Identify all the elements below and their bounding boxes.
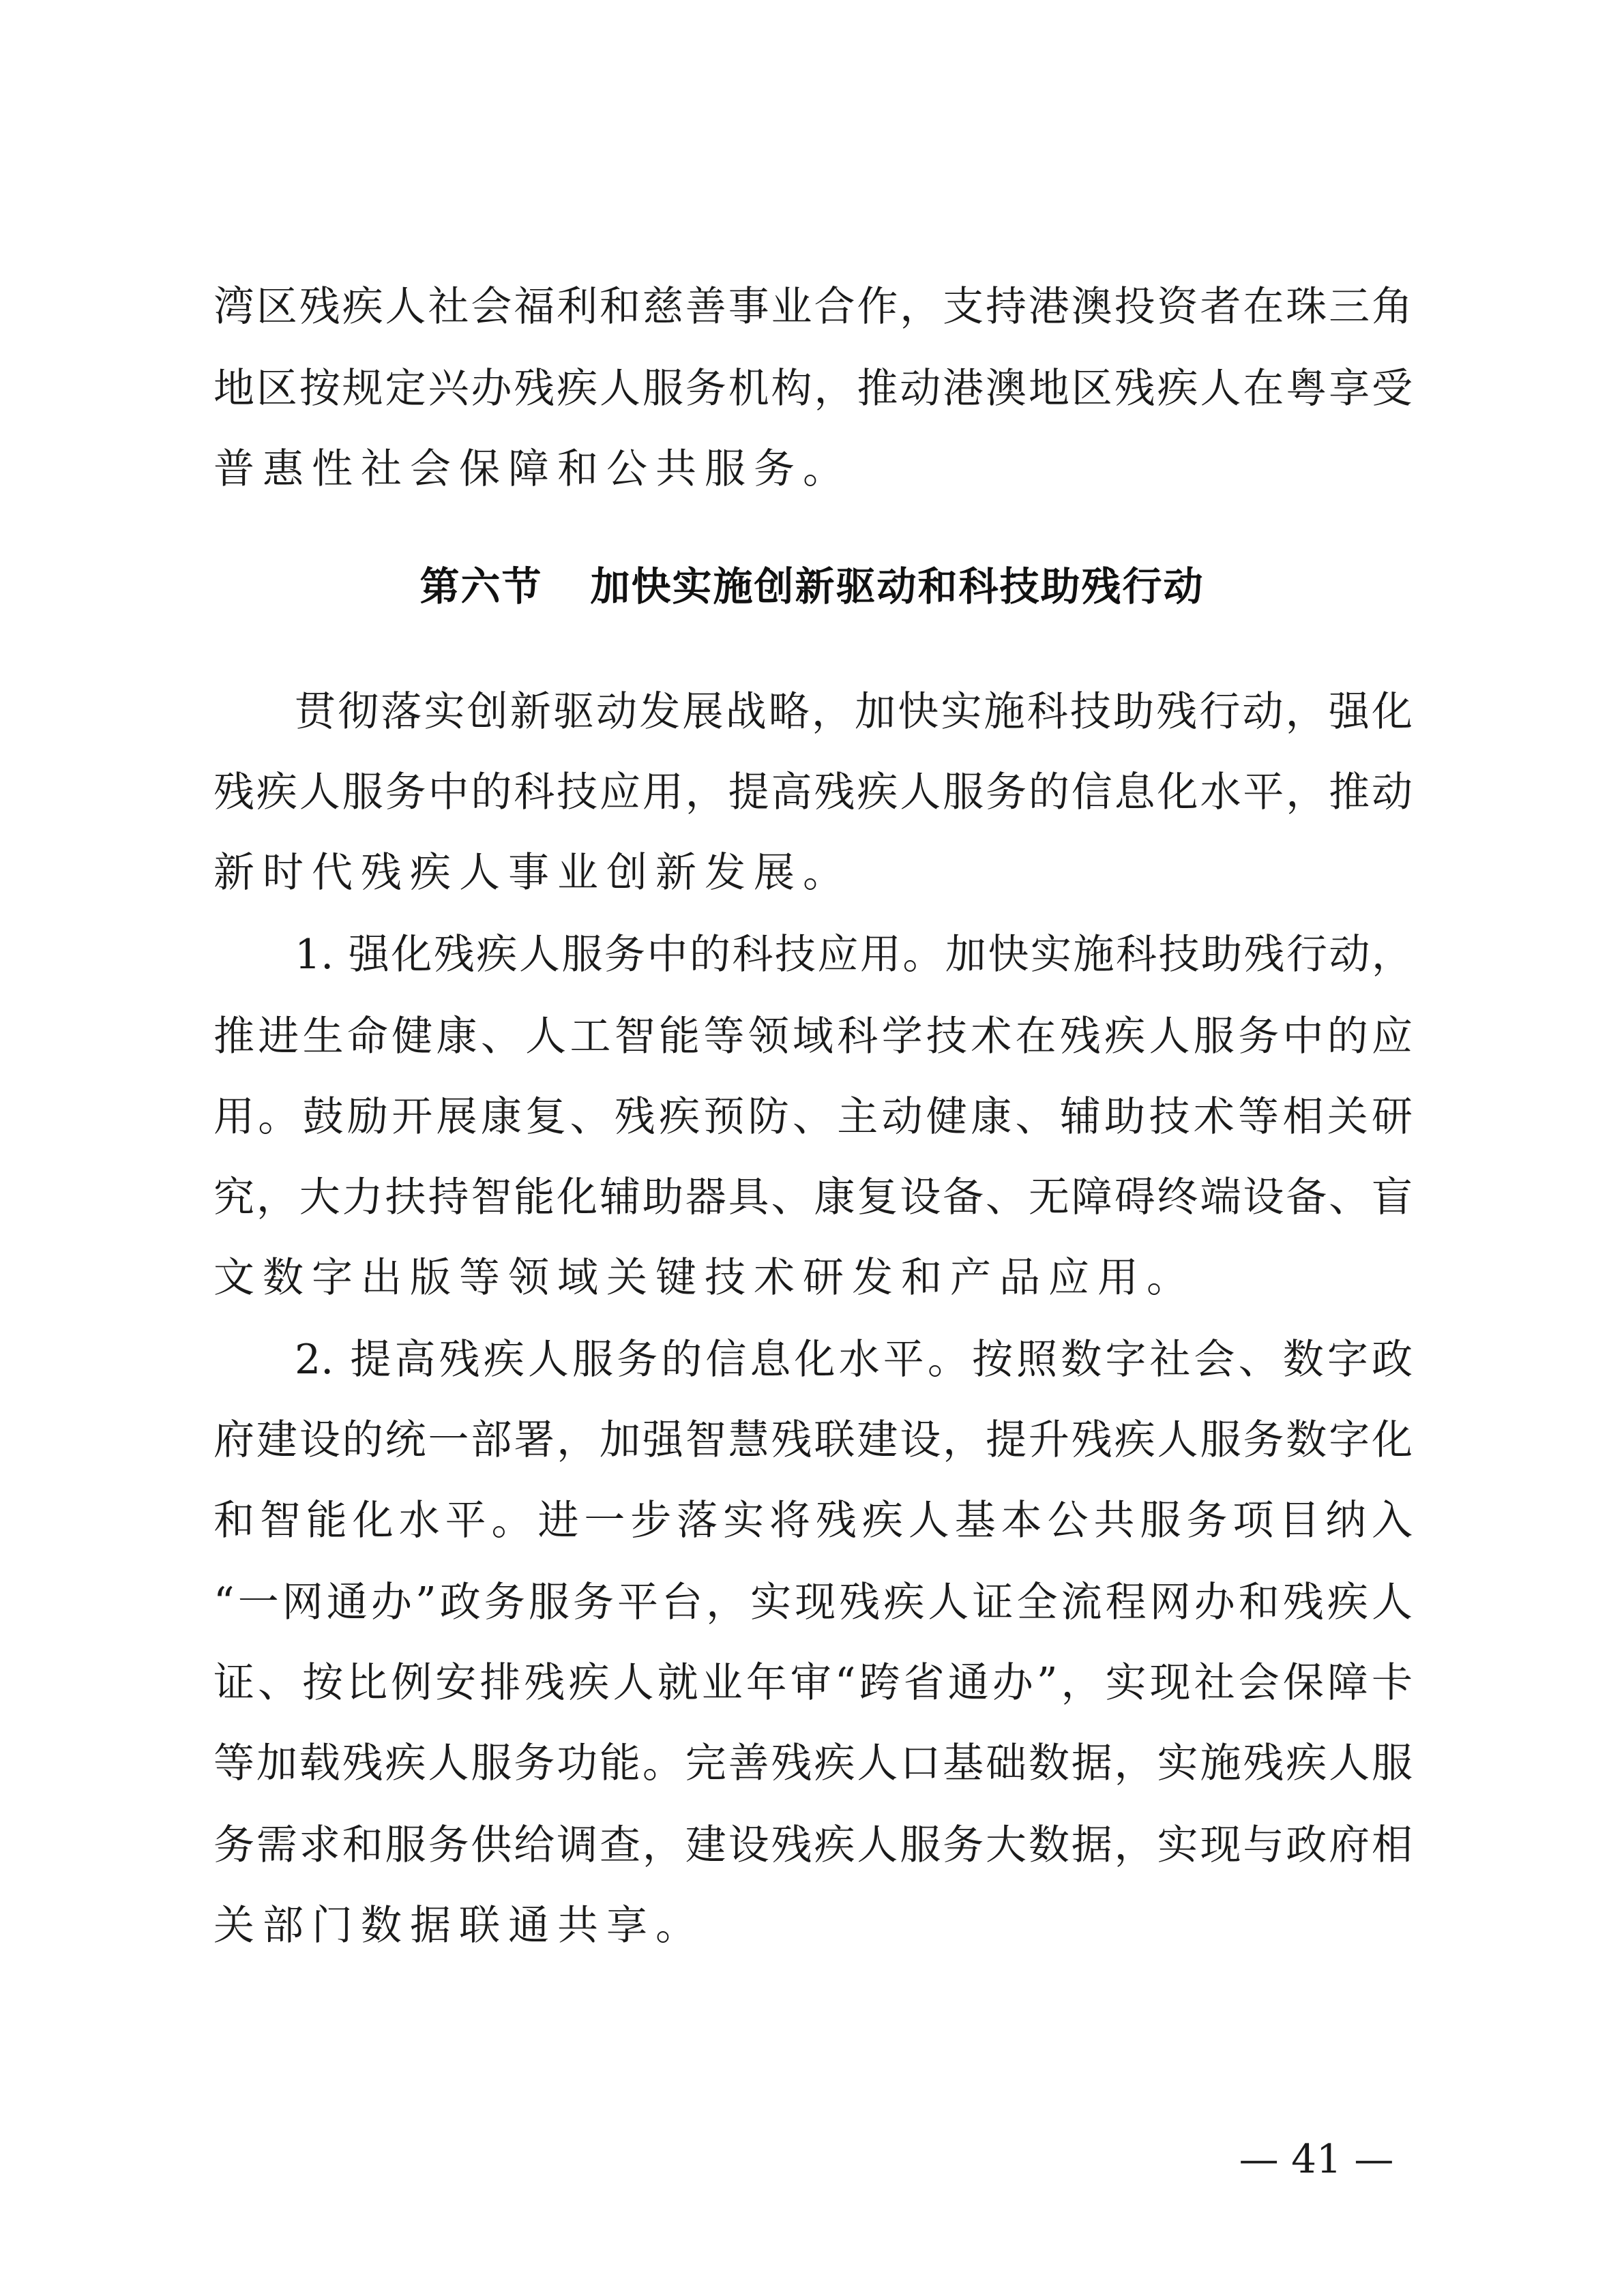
text-line: 贯彻落实创新驱动发展战略，加快实施科技助残行动，强化 bbox=[295, 688, 1413, 736]
section-title: 加快实施创新驱动和科技助残行动 bbox=[590, 563, 1205, 610]
text-line: 和智能化水平。进一步落实将残疾人基本公共服务项目纳入 bbox=[213, 1497, 1413, 1545]
text-line: 推进生命健康、人工智能等领域科学技术在残疾人服务中的应 bbox=[213, 1013, 1413, 1060]
text-line: 残疾人服务中的科技应用，提高残疾人服务的信息化水平，推动 bbox=[213, 769, 1413, 816]
text-line: “一网通办”政务服务平台，实现残疾人证全流程网办和残疾人 bbox=[213, 1579, 1413, 1626]
text-line: 用。鼓励开展康复、残疾预防、主动健康、辅助技术等相关研 bbox=[213, 1093, 1413, 1141]
text-line: 府建设的统一部署，加强智慧残联建设，提升残疾人服务数字化 bbox=[213, 1416, 1413, 1464]
text-line: 1. 强化残疾人服务中的科技应用。加快实施科技助残行动， bbox=[295, 931, 1413, 979]
text-line: 究，大力扶持智能化辅助器具、康复设备、无障碍终端设备、盲 bbox=[213, 1174, 1413, 1221]
text-line: 普惠性社会保障和公共服务。 bbox=[213, 445, 852, 493]
text-line: 务需求和服务供给调查，建设残疾人服务大数据，实现与政府相 bbox=[213, 1821, 1413, 1869]
section-heading bbox=[0, 559, 1624, 614]
text-line: 2. 提高残疾人服务的信息化水平。按照数字社会、数字政 bbox=[295, 1336, 1413, 1384]
page-number: — 41 — bbox=[1239, 2136, 1394, 2182]
text-line: 湾区残疾人社会福利和慈善事业合作，支持港澳投资者在珠三角 bbox=[213, 283, 1413, 331]
section-number: 第六节 bbox=[419, 563, 543, 610]
text-line: 证、按比例安排残疾人就业年审“跨省通办”，实现社会保障卡 bbox=[213, 1659, 1413, 1707]
text-line: 文数字出版等领域关键技术研发和产品应用。 bbox=[213, 1254, 1196, 1302]
text-line: 关部门数据联通共享。 bbox=[213, 1902, 705, 1950]
text-line: 地区按规定兴办残疾人服务机构，推动港澳地区残疾人在粤享受 bbox=[213, 365, 1413, 413]
text-line: 新时代残疾人事业创新发展。 bbox=[213, 849, 852, 897]
text-line: 等加载残疾人服务功能。完善残疾人口基础数据，实施残疾人服 bbox=[213, 1740, 1413, 1787]
